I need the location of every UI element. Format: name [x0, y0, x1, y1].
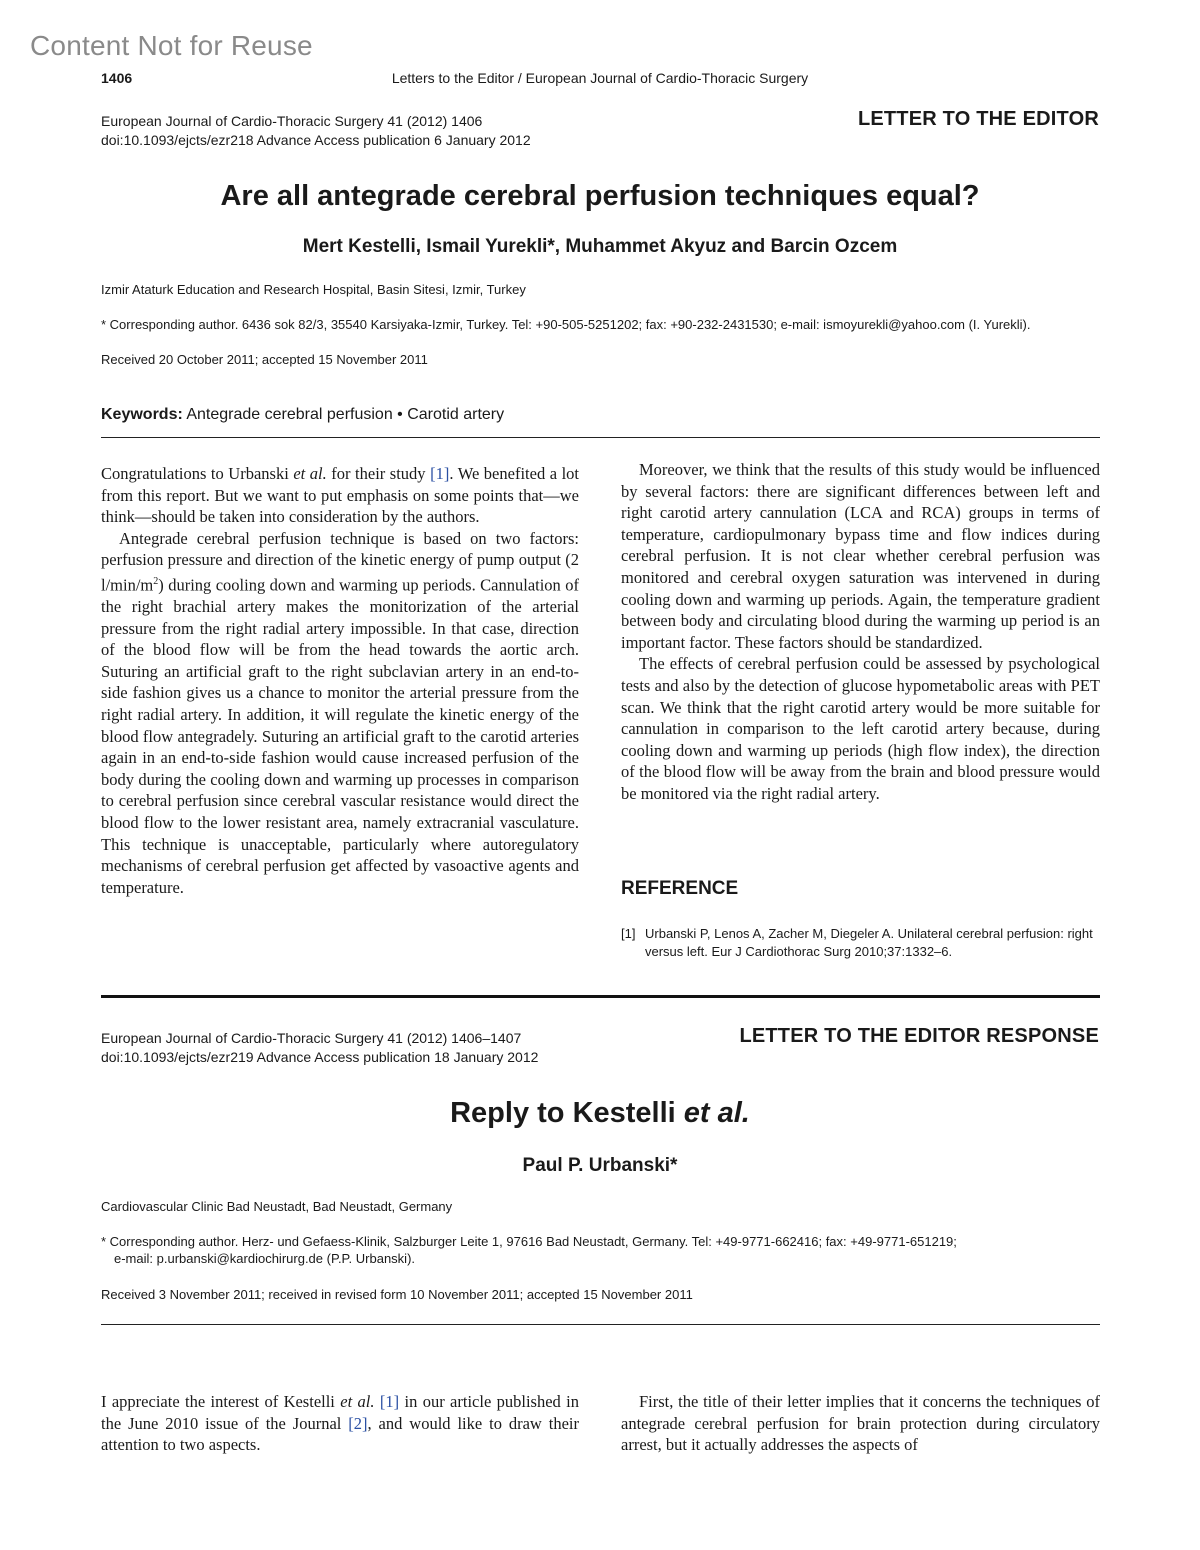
- reply-affiliation: Cardiovascular Clinic Bad Neustadt, Bad Neustadt, Germany: [101, 1199, 453, 1214]
- reply-citation: [101, 1029, 538, 1067]
- corresponding-author: * Corresponding author. 6436 sok 82/3, 35540 Karsiyaka-Izmir, Turkey. Tel: +90-505-5251202; fax: +90-232-2431530; e-mail: ismoyurekli@yahoo.com (I. Yurekli).: [101, 317, 1031, 332]
- section-divider: [101, 995, 1100, 998]
- citation-link[interactable]: [1]: [379, 1392, 400, 1411]
- citation-link[interactable]: [1]: [430, 464, 450, 483]
- reference-number: [1]: [621, 926, 636, 941]
- doi-line: doi:10.1093/ejcts/ezr219 Advance Access publication 18 January 2012: [101, 1049, 539, 1065]
- letter-right-column: [621, 459, 1100, 805]
- paragraph: Moreover, we think that the results of this study would be influenced by several factors: there are significant differences between left and right carotid artery cannulation (LCA and RCA) groups in terms of temperature, cardiopulmonary bypass time and flow indices during cerebral perfusion. It is not clear whether cerebral perfusion was monitored and cerebral oxygen saturation was intervened in during cooling down and warming up periods. Again, the temperature gradient between body and circulating blood during the warming up period is an important factor. These factors should be standardized.: [621, 460, 1100, 652]
- reply-section-tag: LETTER TO THE EDITOR RESPONSE: [739, 1025, 1099, 1047]
- doi-line: doi:10.1093/ejcts/ezr218 Advance Access publication 6 January 2012: [101, 132, 531, 148]
- citation-link[interactable]: [2]: [348, 1413, 368, 1433]
- letter-citation: [101, 112, 531, 150]
- keywords-list: Antegrade cerebral perfusion • Carotid artery: [186, 406, 505, 423]
- watermark: Content Not for Reuse: [30, 30, 313, 61]
- reply-author: Paul P. Urbanski*: [522, 1155, 678, 1176]
- running-header: Letters to the Editor / European Journal of Cardio-Thoracic Surgery: [391, 70, 809, 86]
- journal-line: European Journal of Cardio-Thoracic Surgery 41 (2012) 1406–1407: [101, 1030, 522, 1046]
- reference-heading: REFERENCE: [621, 878, 739, 899]
- divider: [101, 1324, 1100, 1325]
- keywords: [101, 406, 504, 424]
- author-list: Mert Kestelli, Ismail Yurekli*, Muhammet Akyuz and Barcin Ozcem: [302, 236, 898, 257]
- paragraph: First, the title of their letter implies that it concerns the techniques of antegrade cerebral perfusion for brain protection during circulatory arrest, but it actually addresses the aspects of: [621, 1392, 1100, 1455]
- section-tag: LETTER TO THE EDITOR: [857, 108, 1099, 130]
- paragraph: I appreciate the interest of Kestelli et al. [1] in our article published in the June 2010 issue of the Journal [2], and would like to draw their attention to two aspects.: [101, 1392, 579, 1455]
- reference-text: Urbanski P, Lenos A, Zacher M, Diegeler A. Unilateral cerebral perfusion: right versus left. Eur J Cardiothorac Surg 2010;37:1332–6.: [645, 926, 1093, 959]
- paragraph: The effects of cerebral perfusion could be assessed by psychological tests and also by the detection of glucose hypometabolic areas with PET scan. We think that the right carotid artery would be more suitable for cannulation in comparison to the left carotid artery because, during cooling down and warming up periods (high flow index), the direction of the blood flow will be away from the brain and blood pressure would be monitored via the right radial artery.: [621, 654, 1100, 803]
- journal-line: European Journal of Cardio-Thoracic Surgery 41 (2012) 1406: [101, 113, 483, 129]
- reply-right-column: [621, 1391, 1100, 1456]
- paragraph: Antegrade cerebral perfusion technique is based on two factors: perfusion pressure and direction of the kinetic energy of pump output (2 $l/\min/m^2$) during cooling down and warming up periods. Cannulation of the right brachial artery makes the monitorization of the arterial pressure from the right radial artery impossible. In that case, direction of the blood flow will be from the head towards the aortic arch. Suturing an artificial graft to the right subclavian artery in an end-to-side fashion gives us a chance to monitor the arterial pressure from the right radial artery. In addition, it will regulate the kinetic energy of the blood flow antegradely. Suturing an artificial graft to the carotid arteries again in an end-to-side fashion would cause increased perfusion of the body during the cooling down and warming up processes in comparison to cerebral perfusion since cerebral vascular resistance would direct the blood flow to the lower resistant area, namely extracranial vasculature. This technique is unacceptable, particularly where autoregulatory mechanisms of cerebral perfusion get affected by vasoactive agents and temperature.: [101, 528, 579, 897]
- reply-received-dates: Received 3 November 2011; received in revised form 10 November 2011; accepted 15 November 2011: [101, 1287, 693, 1302]
- reply-title: Reply to Kestelli et al.: [450, 1097, 750, 1129]
- letter-left-column: [101, 463, 579, 898]
- keywords-label: Keywords:: [101, 406, 183, 423]
- received-dates: Received 20 October 2011; accepted 15 November 2011: [101, 352, 428, 367]
- divider: [101, 437, 1100, 438]
- reply-left-column: [101, 1391, 579, 1456]
- paragraph: Congratulations to Urbanski et al. for their study [1]. We benefited a lot from this report. But we want to put emphasis on some points that—we think—should be taken into consideration by the authors.: [101, 464, 579, 527]
- reply-corresponding-author: * Corresponding author. Herz- und Gefaess-Klinik, Salzburger Leite 1, 97616 Bad Neustadt, Germany. Tel: +49-9771-662416; fax: +49-9771-651219; e-mail: p.urbanski@kardiochirurg.de (P.P. Urbanski).: [101, 1234, 957, 1266]
- affiliation: Izmir Ataturk Education and Research Hospital, Basin Sitesi, Izmir, Turkey: [101, 282, 526, 297]
- article-title: Are all antegrade cerebral perfusion techniques equal?: [220, 180, 980, 212]
- page-number: 1406: [101, 70, 133, 86]
- reference-item: [621, 925, 1100, 961]
